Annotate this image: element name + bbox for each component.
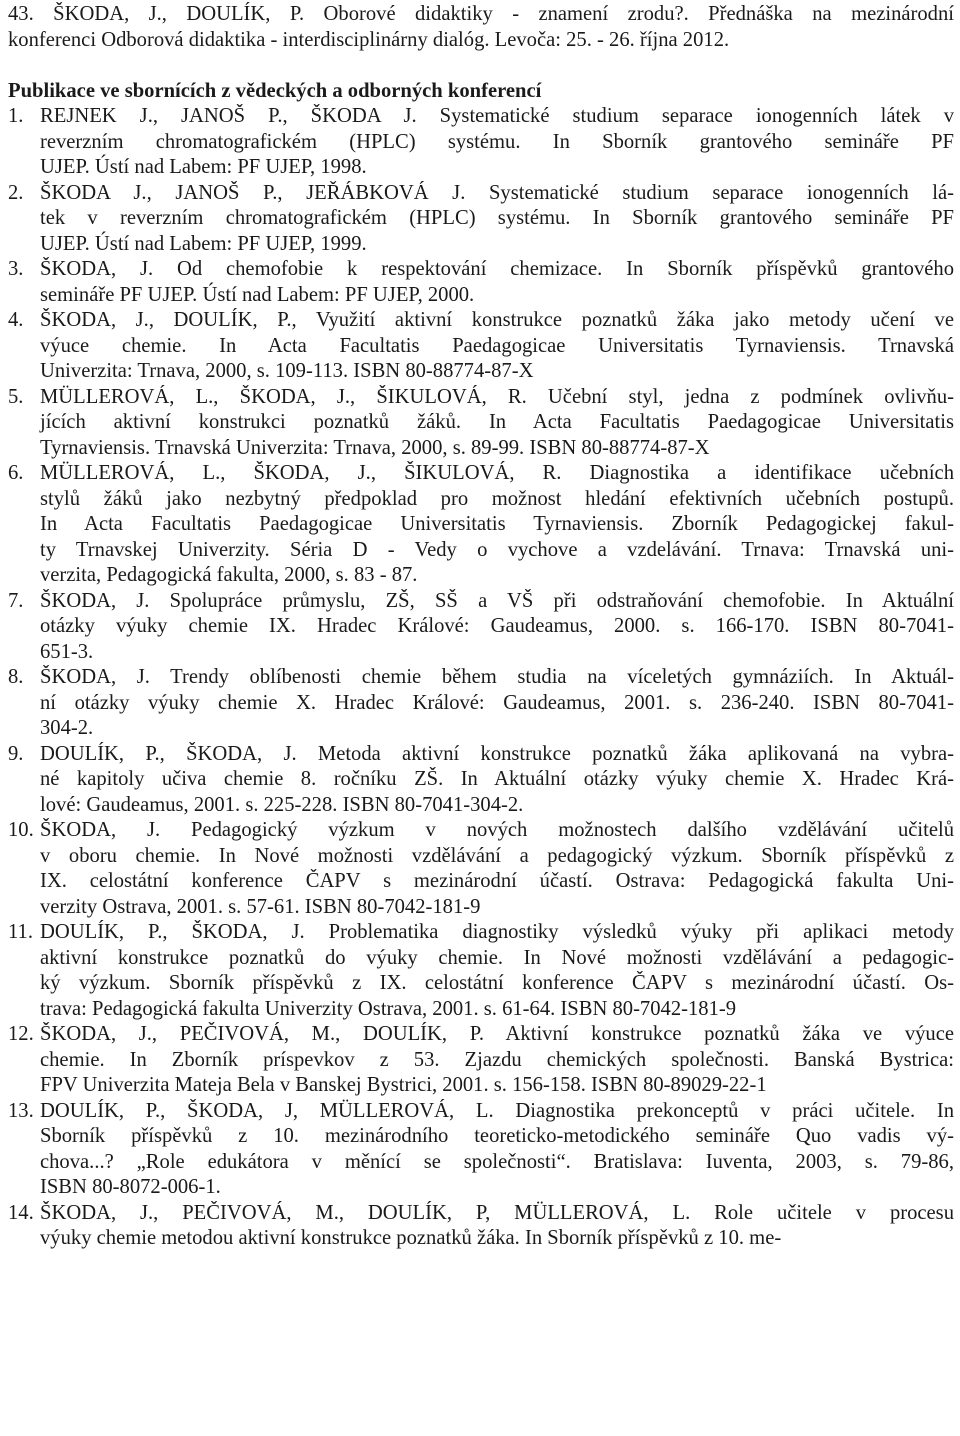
entry-text: ŠKODA J., JANOŠ P., JEŘÁBKOVÁ J. Systematické studium separace ionogenních lá- [40, 181, 954, 204]
entry-first-line [8, 742, 954, 768]
entry-continuation-line: FPV Univerzita Mateja Bela v Banskej Bystrici, 2001. s. 156-158. ISBN 80-89029-22-1 [40, 1074, 767, 1096]
entry-number: 6. [8, 462, 24, 484]
entry-continuation-line: IX. celostátní konference ČAPV s mezinárodní účastí. Ostrava: Pedagogická fakulta Uni- [40, 870, 954, 892]
entry-number: 3. [8, 258, 24, 280]
entry-continuation-line: v oboru chemie. In Nové možnosti vzdělávání a pedagogický výzkum. Sborník příspěvků z [40, 844, 954, 867]
spacer [8, 53, 954, 79]
entry-continuation-line: 304-2. [40, 717, 94, 739]
entry-continuation-line: Tyrnaviensis. Trnavská Univerzita: Trnava, 2000, s. 89-99. ISBN 80-88774-87-X [40, 436, 710, 459]
list-item [8, 308, 954, 385]
entry-first-line [8, 1022, 954, 1048]
list-item [8, 818, 954, 920]
entry-text: MÜLLEROVÁ, L., ŠKODA, J., ŠIKULOVÁ, R. Učební styl, jedna z podmínek ovlivňu- [40, 385, 954, 408]
list-item [8, 742, 954, 819]
entry-continuation-line: semináře PF UJEP. Ústí nad Labem: PF UJEP, 2000. [40, 283, 475, 306]
entry-continuation-line: chemie. In Zborník príspevkov z 53. Zjazdu chemických společnosti. Banská Bystrica: [40, 1048, 954, 1071]
entry-continuation-line: chova...? „Role edukátora v měnící se společnosti“. Bratislava: Iuventa, 2003, s. 79-86, [40, 1150, 954, 1173]
entry-first-line [8, 385, 954, 411]
entry-continuation-line: otázky výuky chemie IX. Hradec Králové: Gaudeamus, 2000. s. 166-170. ISBN 80-7041- [40, 615, 954, 637]
entry-first-line [8, 818, 954, 844]
entry-continuation-line: výuce chemie. In Acta Facultatis Paedagogicae Universitatis Tyrnaviensis. Trnavská [40, 334, 954, 357]
entry-continuation-line: tek v reverzním chromatografickém (HPLC) systému. In Sborník grantového semináře PF [40, 207, 954, 229]
entry-continuation-line: né kapitoly učiva chemie 8. ročníku ZŠ. In Aktuální otázky výuky chemie X. Hradec Krá- [40, 768, 954, 790]
entry-text: ŠKODA, J. Trendy oblíbenosti chemie během studia na víceletých gymnáziích. In Aktuál- [40, 666, 954, 688]
entry-first-line [8, 104, 954, 130]
entry-continuation-line: ty Trnavskej Univerzity. Séria D - Vedy o vychove a vzdelávání. Trnava: Trnavská uni- [40, 538, 954, 561]
entry-continuation-line: verzita, Pedagogická fakulta, 2000, s. 83 - 87. [40, 564, 418, 586]
list-item [8, 104, 954, 181]
top-item-line: 43. ŠKODA, J., DOULÍK, P. Oborové didaktiky - znamení zrodu?. Přednáška na mezinárodní [8, 3, 954, 25]
entry-continuation-line: aktivní konstrukce poznatků do výuky chemie. In Nové možnosti vzdělávání a pedagogic- [40, 946, 954, 969]
publication-list [8, 104, 954, 1252]
entry-number: 13. [8, 1099, 34, 1122]
entry-number: 11. [8, 921, 33, 943]
entry-first-line [8, 257, 954, 283]
entry-text: DOULÍK, P., ŠKODA, J. Problematika diagnostiky výsledků výuky při aplikaci metody [40, 921, 954, 943]
list-item [8, 665, 954, 742]
list-item [8, 257, 954, 308]
entry-text: ŠKODA, J., PEČIVOVÁ, M., DOULÍK, P. Aktivní konstrukce poznatků žáka ve výuce [40, 1023, 954, 1045]
entry-continuation-line: In Acta Facultatis Paedagogicae Universitatis Tyrnaviensis. Zborník Pedagogickej fakul- [40, 513, 954, 535]
entry-number: 5. [8, 385, 24, 408]
entry-continuation-line: Univerzita: Trnava, 2000, s. 109-113. ISBN 80-88774-87-X [40, 360, 534, 382]
entry-continuation-line: UJEP. Ústí nad Labem: PF UJEP, 1999. [40, 232, 367, 255]
entry-text: DOULÍK, P., ŠKODA, J, MÜLLEROVÁ, L. Diagnostika prekonceptů v práci učitele. In [40, 1099, 954, 1122]
entry-first-line [8, 920, 954, 946]
entry-continuation-line: stylů žáků jako nezbytný předpoklad pro možnost hledání efektivních učebních postupů. [40, 487, 954, 510]
entry-text: REJNEK J., JANOŠ P., ŠKODA J. Systematické studium separace ionogenních látek v [40, 105, 954, 127]
entry-continuation-line: ní otázky výuky chemie X. Hradec Králové: Gaudeamus, 2001. s. 236-240. ISBN 80-7041- [40, 691, 954, 714]
entry-first-line [8, 1099, 954, 1125]
entry-number: 7. [8, 589, 24, 612]
list-item [8, 385, 954, 462]
entry-text: ŠKODA, J. Od chemofobie k respektování chemizace. In Sborník příspěvků grantového [40, 258, 954, 280]
list-item [8, 920, 954, 1022]
list-item [8, 461, 954, 589]
entry-text: MÜLLEROVÁ, L., ŠKODA, J., ŠIKULOVÁ, R. Diagnostika a identifikace učebních [40, 462, 954, 484]
entry-text: DOULÍK, P., ŠKODA, J. Metoda aktivní konstrukce poznatků žáka aplikovaná na vybra- [40, 742, 954, 765]
entry-number: 10. [8, 819, 34, 841]
entry-continuation-line: jících aktivní konstrukci poznatků žáků. In Acta Facultatis Paedagogicae Universitatis [40, 411, 954, 433]
entry-continuation-line: reverzním chromatografickém (HPLC) systému. In Sborník grantového semináře PF [40, 130, 954, 153]
entry-continuation-line: Sborník příspěvků z 10. mezinárodního teoreticko-metodického semináře Quo vadis vý- [40, 1125, 954, 1147]
entry-text: ŠKODA, J., PEČIVOVÁ, M., DOULÍK, P, MÜLLEROVÁ, L. Role učitele v procesu [40, 1201, 954, 1224]
entry-continuation-line: lové: Gaudeamus, 2001. s. 225-228. ISBN 80-7041-304-2. [40, 793, 524, 816]
entry-number: 12. [8, 1023, 34, 1045]
top-item-line: konferenci Odborová didaktika - interdisciplinárny dialóg. Levoča: 25. - 26. října 2012. [8, 28, 730, 51]
entry-continuation-line: 651-3. [40, 640, 94, 663]
entry-continuation-line: ISBN 80-8072-006-1. [40, 1176, 221, 1198]
entry-text: ŠKODA, J., DOULÍK, P., Využití aktivní konstrukce poznatků žáka jako metody učení ve [40, 309, 954, 331]
entry-first-line [8, 308, 954, 334]
document-page [8, 2, 954, 1252]
entry-number: 4. [8, 309, 24, 331]
entry-first-line [8, 1201, 954, 1227]
entry-first-line [8, 589, 954, 615]
entry-first-line [8, 665, 954, 691]
entry-number: 1. [8, 105, 24, 127]
entry-number: 14. [8, 1201, 34, 1224]
entry-number: 9. [8, 742, 24, 765]
list-item [8, 1022, 954, 1099]
entry-continuation-line: ký výzkum. Sborník příspěvků z IX. celostátní konference ČAPV s mezinárodní účastí. Os- [40, 972, 954, 994]
entry-continuation-line: výuky chemie metodou aktivní konstrukce poznatků žáka. In Sborník příspěvků z 10. me- [40, 1227, 782, 1249]
entry-number: 2. [8, 181, 24, 204]
entry-continuation-line: verzity Ostrava, 2001. s. 57-61. ISBN 80-7042-181-9 [40, 895, 481, 918]
list-item [8, 1201, 954, 1252]
entry-first-line [8, 461, 954, 487]
entry-continuation-line: trava: Pedagogická fakulta Univerzity Ostrava, 2001. s. 61-64. ISBN 80-7042-181-9 [40, 997, 737, 1020]
entry-number: 8. [8, 666, 24, 688]
section-heading: Publikace ve sbornících z vědeckých a odborných konferencí [8, 79, 542, 102]
entry-text: ŠKODA, J. Spolupráce průmyslu, ZŠ, SŠ a VŠ při odstraňování chemofobie. In Aktuální [40, 589, 954, 612]
list-item [8, 589, 954, 666]
entry-text: ŠKODA, J. Pedagogický výzkum v nových možnostech dalšího vzdělávání učitelů [40, 819, 954, 841]
entry-first-line [8, 181, 954, 207]
entry-continuation-line: UJEP. Ústí nad Labem: PF UJEP, 1998. [40, 156, 367, 178]
list-item [8, 181, 954, 258]
list-item [8, 1099, 954, 1201]
